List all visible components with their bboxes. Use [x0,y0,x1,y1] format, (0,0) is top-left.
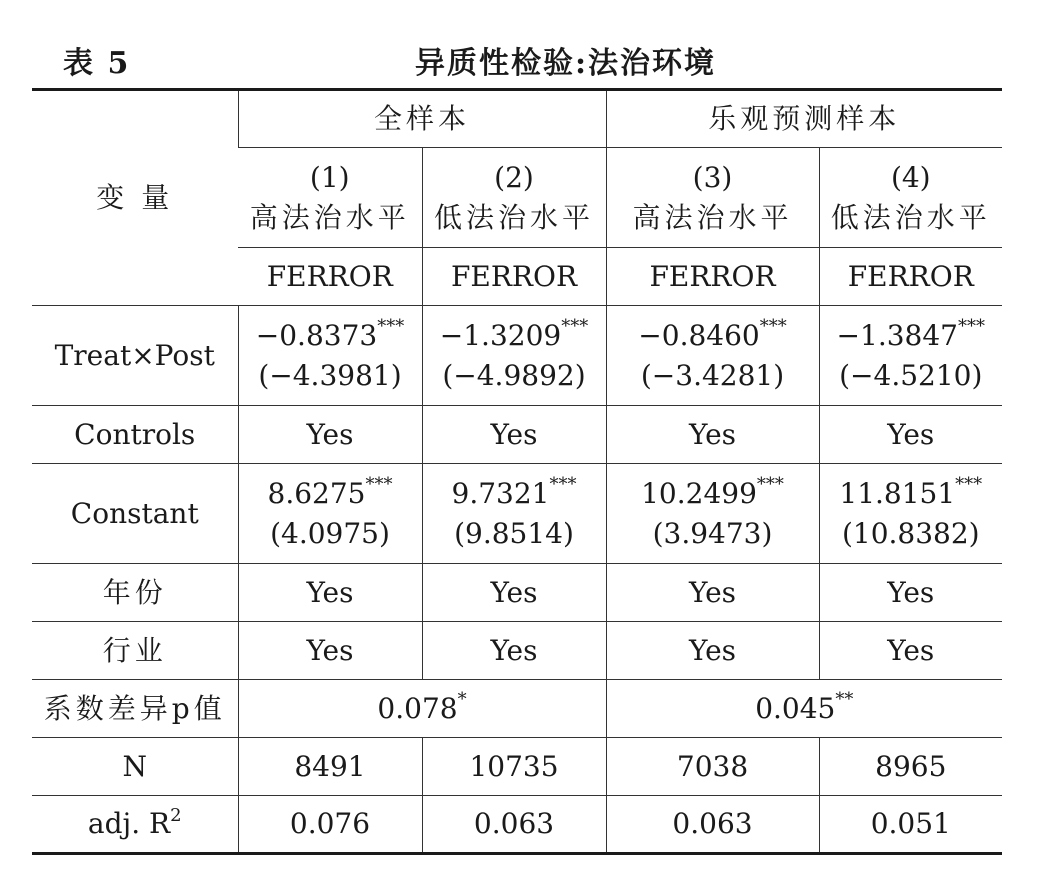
dep-var-1: FERROR [238,248,422,306]
coef-cell: 9.7321*** (9.8514) [422,464,606,564]
row-label: Controls [32,406,238,464]
table-cell: Yes [238,564,422,622]
table-cell: Yes [606,622,819,680]
table-cell: 0.051 [819,796,1002,854]
table-row-constant [32,464,1002,564]
coef-cell: 11.8151*** (10.8382) [819,464,1002,564]
table-row-industry [32,622,1002,680]
column-header-2: (2) 低法治水平 [422,148,606,248]
p-diff-full: 0.078* [238,680,606,738]
table-row-treat-post [32,306,1002,406]
column-header-3: (3) 高法治水平 [606,148,819,248]
table-cell: Yes [422,622,606,680]
table-row-n [32,738,1002,796]
table-number: 表 5 [63,46,131,81]
table-cell: Yes [819,406,1002,464]
table-cell: Yes [422,564,606,622]
row-label: 行业 [32,622,238,680]
coef-cell: −0.8460*** (−3.4281) [606,306,819,406]
variable-header: 变 量 [32,90,238,306]
row-label: 系数差异p值 [32,680,238,738]
row-label: Constant [32,464,238,564]
dep-var-3: FERROR [606,248,819,306]
group-full-sample: 全样本 [238,90,606,148]
table-cell: 0.063 [606,796,819,854]
table-cell: 0.063 [422,796,606,854]
table-cell: Yes [238,406,422,464]
regression-table [32,88,1002,855]
table-title: 异质性检验:法治环境 [414,46,717,81]
table-cell: Yes [606,406,819,464]
group-optimistic-sample: 乐观预测样本 [606,90,1002,148]
dep-var-2: FERROR [422,248,606,306]
table-cell: 10735 [422,738,606,796]
p-diff-optimistic: 0.045** [606,680,1002,738]
table-cell: 0.076 [238,796,422,854]
table-caption [0,30,1041,86]
row-label: Treat×Post [32,306,238,406]
header-group-row [32,90,1002,148]
row-label: adj. $R^2$ [32,796,238,854]
coef-cell: −1.3847*** (−4.5210) [819,306,1002,406]
table-cell: Yes [422,406,606,464]
table-cell: Yes [819,622,1002,680]
table-row-p-diff [32,680,1002,738]
table-cell: 8965 [819,738,1002,796]
dep-var-4: FERROR [819,248,1002,306]
table-row-controls [32,406,1002,464]
table-cell: Yes [606,564,819,622]
column-header-1: (1) 高法治水平 [238,148,422,248]
table-cell: 8491 [238,738,422,796]
table-cell: Yes [238,622,422,680]
table-row-adj-r2 [32,796,1002,854]
coef-cell: 8.6275*** (4.0975) [238,464,422,564]
table-cell: Yes [819,564,1002,622]
coef-cell: 10.2499*** (3.9473) [606,464,819,564]
row-label: N [32,738,238,796]
coef-cell: −0.8373*** (−4.3981) [238,306,422,406]
table-row-year [32,564,1002,622]
row-label: 年份 [32,564,238,622]
table-cell: 7038 [606,738,819,796]
coef-cell: −1.3209*** (−4.9892) [422,306,606,406]
column-header-4: (4) 低法治水平 [819,148,1002,248]
